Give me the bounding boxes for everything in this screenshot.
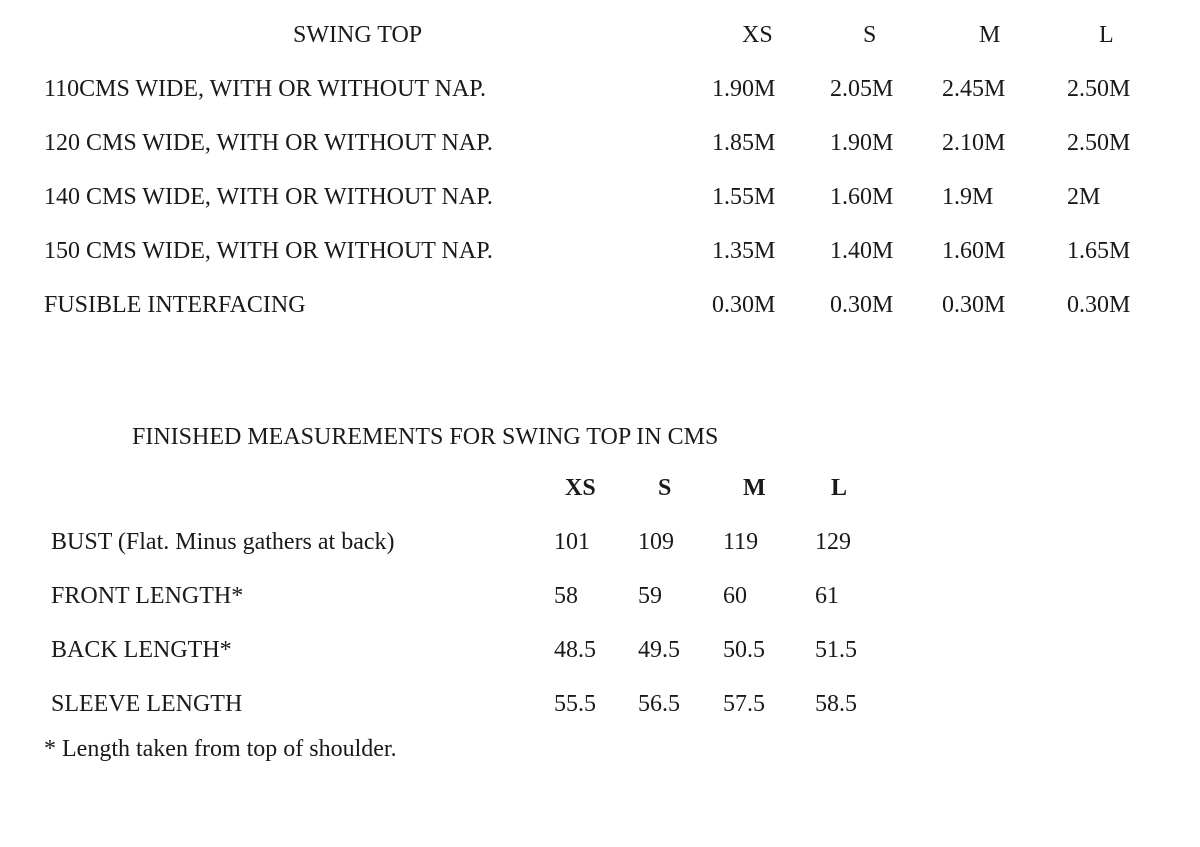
yardage-cell: 1.40M — [830, 238, 894, 264]
yardage-row-label: FUSIBLE INTERFACING — [44, 292, 306, 318]
finished-cell: 119 — [723, 529, 759, 555]
finished-cell: 58.5 — [815, 691, 857, 717]
yardage-cell: 2.05M — [830, 76, 894, 102]
yardage-cell: 2.50M — [1067, 130, 1131, 156]
yardage-cell: 0.30M — [942, 292, 1006, 318]
yardage-row-label: 140 CMS WIDE, WITH OR WITHOUT NAP. — [44, 184, 493, 210]
finished-row-label: BACK LENGTH* — [51, 637, 232, 663]
finished-size-header: XS — [565, 475, 596, 501]
yardage-cell: 1.90M — [712, 76, 776, 102]
yardage-row-label: 120 CMS WIDE, WITH OR WITHOUT NAP. — [44, 130, 493, 156]
yardage-cell: 0.30M — [1067, 292, 1131, 318]
finished-cell: 55.5 — [554, 691, 596, 717]
finished-cell: 57.5 — [723, 691, 765, 717]
finished-cell: 50.5 — [723, 637, 765, 663]
yardage-cell: 2.45M — [942, 76, 1006, 102]
yardage-title: SWING TOP — [293, 22, 423, 48]
footnote: * Length taken from top of shoulder. — [44, 736, 397, 762]
finished-row-label: BUST (Flat. Minus gathers at back) — [51, 529, 395, 555]
yardage-size-header: M — [979, 22, 1001, 48]
finished-cell: 59 — [638, 583, 662, 609]
finished-cell: 101 — [554, 529, 590, 555]
yardage-cell: 1.90M — [830, 130, 894, 156]
finished-cell: 109 — [638, 529, 674, 555]
finished-size-header: S — [658, 475, 672, 501]
yardage-cell: 1.55M — [712, 184, 776, 210]
yardage-cell: 1.65M — [1067, 238, 1131, 264]
yardage-cell: 2.50M — [1067, 76, 1131, 102]
finished-cell: 60 — [723, 583, 747, 609]
finished-cell: 56.5 — [638, 691, 680, 717]
yardage-row-label: 150 CMS WIDE, WITH OR WITHOUT NAP. — [44, 238, 493, 264]
yardage-row-label: 110CMS WIDE, WITH OR WITHOUT NAP. — [44, 76, 486, 102]
finished-row-label: FRONT LENGTH* — [51, 583, 244, 609]
yardage-size-header: L — [1099, 22, 1114, 48]
yardage-cell: 1.85M — [712, 130, 776, 156]
yardage-cell: 2.10M — [942, 130, 1006, 156]
yardage-cell: 1.60M — [942, 238, 1006, 264]
finished-measurements-title: FINISHED MEASUREMENTS FOR SWING TOP IN CMS — [132, 424, 719, 450]
yardage-cell: 2M — [1067, 184, 1101, 210]
yardage-size-header: S — [863, 22, 877, 48]
finished-cell: 48.5 — [554, 637, 596, 663]
finished-cell: 49.5 — [638, 637, 680, 663]
finished-cell: 58 — [554, 583, 578, 609]
finished-cell: 61 — [815, 583, 839, 609]
finished-size-header: M — [743, 475, 766, 501]
yardage-cell: 1.35M — [712, 238, 776, 264]
yardage-cell: 0.30M — [712, 292, 776, 318]
yardage-size-header: XS — [742, 22, 773, 48]
yardage-cell: 1.9M — [942, 184, 994, 210]
finished-row-label: SLEEVE LENGTH — [51, 691, 243, 717]
finished-cell: 51.5 — [815, 637, 857, 663]
yardage-cell: 1.60M — [830, 184, 894, 210]
finished-cell: 129 — [815, 529, 851, 555]
yardage-cell: 0.30M — [830, 292, 894, 318]
finished-size-header: L — [831, 475, 848, 501]
